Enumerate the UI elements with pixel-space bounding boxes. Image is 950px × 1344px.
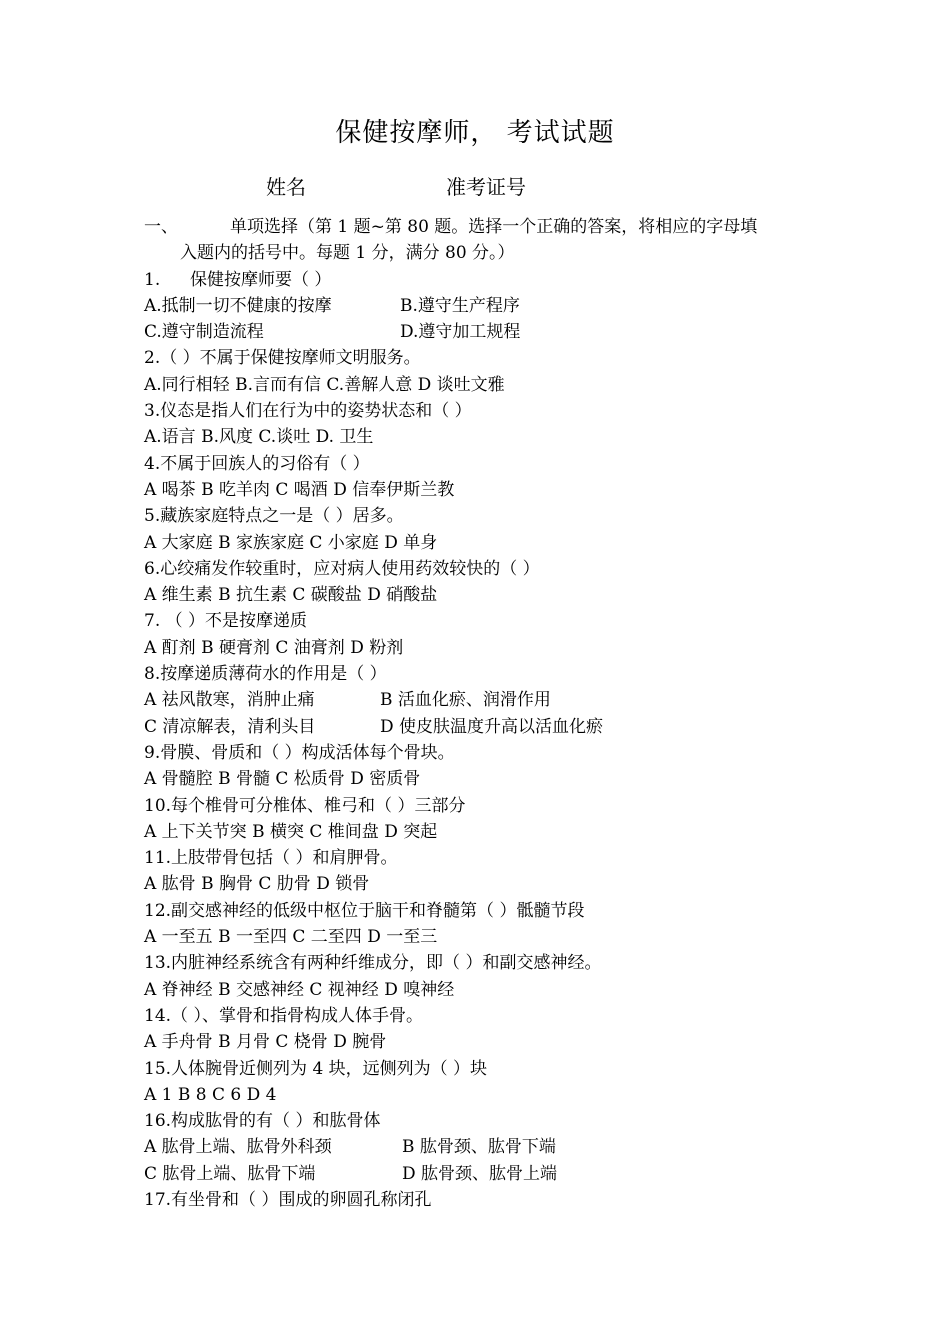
- option-d: D 使皮肤温度升高以活血化瘀: [380, 716, 604, 737]
- question-1-options-ab: [144, 293, 844, 319]
- option-a: A.抵制一切不健康的按摩: [144, 295, 332, 316]
- question-4-options: A 喝茶 B 吃羊肉 C 喝酒 D 信奉伊斯兰教: [144, 479, 455, 500]
- option-b: B.遵守生产程序: [400, 295, 520, 316]
- question-list: [144, 214, 844, 1213]
- exam-number-label: 准考证号: [446, 175, 526, 199]
- section-instructions-cont: 入题内的括号中。每题 1 分，满分 80 分。）: [180, 243, 515, 264]
- question-16: 16.构成肱骨的有（ ）和肱骨体: [144, 1111, 381, 1132]
- question-2: 2.（ ）不属于保健按摩师文明服务。: [144, 348, 421, 369]
- question-8: 8.按摩递质薄荷水的作用是（ ）: [144, 664, 387, 685]
- option-d: D 肱骨颈、肱骨上端: [402, 1163, 558, 1184]
- question-4: 4.不属于回族人的习俗有（ ）: [144, 453, 370, 474]
- option-c: C.遵守制造流程: [144, 322, 264, 343]
- question-5: 5.藏族家庭特点之一是（ ）居多。: [144, 506, 404, 527]
- question-15-options: A 1 B 8 C 6 D 4: [144, 1084, 277, 1105]
- question-1-options-cd: [144, 319, 844, 345]
- question-16-options-cd: [144, 1161, 844, 1187]
- question-9-options: A 骨髓腔 B 骨髓 C 松质骨 D 密质骨: [144, 769, 421, 790]
- question-14: 14.（ ）、掌骨和指骨构成人体手骨。: [144, 1005, 423, 1026]
- question-12-options: A 一至五 B 一至四 C 二至四 D 一至三: [144, 927, 438, 948]
- question-11: 11.上肢带骨包括（ ）和肩胛骨。: [144, 848, 398, 869]
- question-7-options: A 酊剂 B 硬膏剂 C 油膏剂 D 粉剂: [144, 637, 404, 658]
- question-13: 13.内脏神经系统含有两种纤维成分，即（ ）和副交感神经。: [144, 953, 602, 974]
- question-5-options: A 大家庭 B 家族家庭 C 小家庭 D 单身: [144, 532, 438, 553]
- question-6-options: A 维生素 B 抗生素 C 碳酸盐 D 硝酸盐: [144, 585, 438, 606]
- section-instructions: 单项选择（第 1 题~第 80 题。选择一个正确的答案，将相应的字母填: [230, 217, 758, 237]
- question-6: 6.心绞痛发作较重时，应对病人使用药效较快的（ ）: [144, 558, 540, 579]
- question-10-options: A 上下关节突 B 横突 C 椎间盘 D 突起: [144, 821, 438, 842]
- question-12: 12.副交感神经的低级中枢位于脑干和脊髓第（ ）骶髓节段: [144, 900, 585, 921]
- question-15: 15.人体腕骨近侧列为 4 块，远侧列为（ ）块: [144, 1058, 488, 1079]
- name-label: 姓名: [266, 175, 306, 199]
- question-17: 17.有坐骨和（ ）围成的卵圆孔称闭孔: [144, 1189, 432, 1210]
- question-13-options: A 脊神经 B 交感神经 C 视神经 D 嗅神经: [144, 979, 455, 1000]
- question-2-options: A.同行相轻 B.言而有信 C.善解人意 D 谈吐文雅: [144, 374, 505, 395]
- page-title: 保健按摩师， 考试试题: [335, 118, 615, 148]
- question-8-options-ab: [144, 687, 844, 713]
- option-c: C 肱骨上端、肱骨下端: [144, 1163, 316, 1184]
- question-16-options-ab: [144, 1134, 844, 1160]
- question-1: [144, 267, 844, 293]
- section-heading: [144, 214, 844, 240]
- question-7: 7. （ ）不是按摩递质: [144, 611, 308, 632]
- option-b: B 活血化瘀、润滑作用: [380, 690, 551, 711]
- option-a: A 肱骨上端、肱骨外科颈: [144, 1137, 332, 1158]
- question-3-options: A.语言 B.风度 C.谈吐 D. 卫生: [144, 427, 374, 448]
- question-14-options: A 手舟骨 B 月骨 C 桡骨 D 腕骨: [144, 1032, 387, 1053]
- option-b: B 肱骨颈、肱骨下端: [402, 1137, 556, 1158]
- question-11-options: A 肱骨 B 胸骨 C 肋骨 D 锁骨: [144, 874, 370, 895]
- question-number: 1.: [144, 269, 161, 290]
- question-10: 10.每个椎骨可分椎体、椎弓和（ ）三部分: [144, 795, 466, 816]
- section-number: 一、: [144, 217, 178, 237]
- question-9: 9.骨膜、骨质和（ ）构成活体每个骨块。: [144, 742, 455, 763]
- question-3: 3.仪态是指人们在行为中的姿势状态和（ ）: [144, 401, 472, 422]
- question-text: 保健按摩师要（ ）: [190, 269, 332, 290]
- option-a: A 祛风散寒，消肿止痛: [144, 690, 315, 711]
- option-c: C 清凉解表，清利头目: [144, 716, 316, 737]
- option-d: D.遵守加工规程: [400, 322, 521, 343]
- question-8-options-cd: [144, 714, 844, 740]
